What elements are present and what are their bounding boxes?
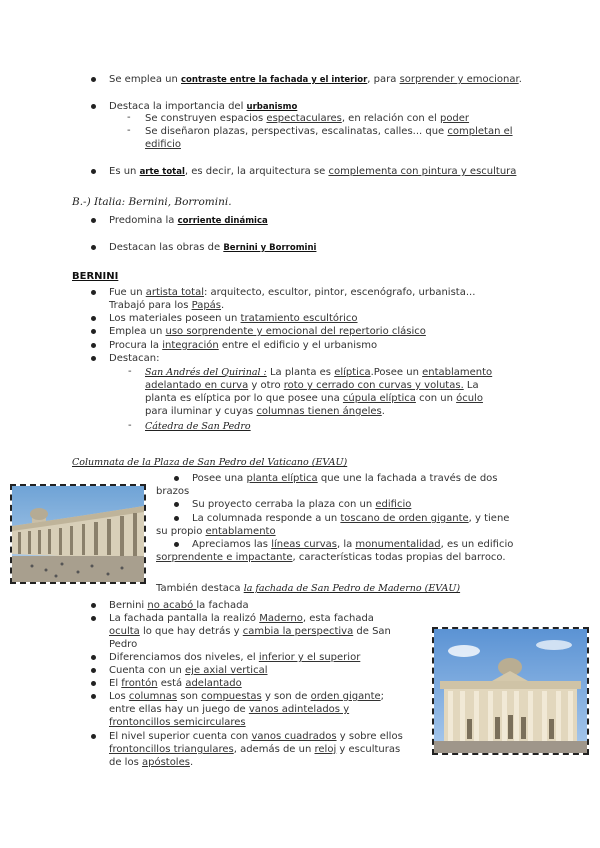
handwritten-title: San Andrés del Quirinal : [145,367,267,378]
underlined-text: compuestas [201,691,262,702]
text: El [109,678,122,689]
text: Posee una [192,473,247,484]
bullet-toscano [192,512,509,525]
text: , es decir, la arquitectura se [184,166,329,177]
bullet-nivel-superior [109,730,403,743]
underlined-text: frontoncillos semicirculares [109,717,246,728]
underlined-text: sorprender y emocionar [399,74,519,85]
underlined-text: no acabó [147,600,197,611]
underlined-text: entablamento [205,526,276,537]
text: , para [367,74,400,85]
text: Diferenciamos dos niveles, el [109,652,259,663]
underlined-text: completan el [447,126,513,137]
columnata-illustration [12,486,144,582]
underlined-text: cambia la perspectiva [242,626,354,637]
bullet-contraste [109,73,522,87]
underlined-text: espectaculares [266,113,342,124]
underlined-text: complementa con pintura y escultura [328,166,517,177]
underlined-text: Papás [191,300,222,311]
underlined-text: líneas curvas [271,539,337,550]
underlined-text: edificio [375,499,412,510]
text: , la [336,539,356,550]
text: brazos [156,486,190,497]
bullet-artista-total [109,286,475,299]
bullet-destacan [109,352,159,365]
underlined-text: columnas tienen ángeles [256,406,382,417]
text: La planta es [266,367,335,378]
dash-marker: - [127,125,131,136]
underlined-text: cúpula elíptica [342,393,416,404]
underlined-text: frontón [121,678,158,689]
bullet-fronton [109,677,242,690]
bullet-planta-eliptica [192,472,498,485]
photo-columnata [10,484,146,584]
bullet-corriente [109,214,268,228]
underlined-text: toscano de orden gigante [340,513,469,524]
text: y sobre ellos [336,731,403,742]
text: Su proyecto cerraba la plaza con un [192,499,376,510]
dash-marker: - [127,112,131,123]
text: y otro [248,380,284,391]
text: . [189,757,194,768]
text: . [221,300,225,311]
underlined-text: adelantado en curva [145,380,249,391]
bullet-obras [109,241,316,255]
text: , características todas propias del barroco. [292,552,506,563]
line-sorprendente [156,551,506,564]
underlined-text: integración [162,340,219,351]
text: , esta fachada [302,613,374,624]
text: Fue un [109,287,146,298]
text: ; [380,691,385,702]
underlined-text: roto y cerrado con curvas y volutas. [283,380,464,391]
handwritten-title: la fachada de San Pedro de Maderno (EVAU) [243,583,461,594]
text: su propio [156,526,206,537]
text: Emplea un [109,326,166,337]
bullet-niveles [109,651,360,664]
underlined-text: apóstoles [141,757,190,768]
text: Apreciamos las [192,539,272,550]
underlined-text: frontoncillos triangulares [109,744,234,755]
bullet-uso [109,325,426,338]
keyword: corriente dinámica [177,216,268,226]
underlined-text: edificio [145,139,181,150]
sub-plazas [145,125,513,138]
text: Destacan las obras de [109,242,224,253]
line-entablamento [156,525,276,538]
text: entre el edificio y el urbanismo [218,340,378,351]
text: Procura la [109,340,163,351]
text: para iluminar y cuyas [145,406,257,417]
underlined-text: reloj [314,744,337,755]
keyword: contraste entre la fachada y el interior [181,75,368,85]
text: Bernini [109,600,148,611]
underlined-text: adelantado [185,678,242,689]
underlined-text: orden gigante [310,691,381,702]
bullet-maderno [109,612,374,625]
fachada-illustration [434,629,587,753]
underlined-text: vanos cuadrados [251,731,337,742]
text: Se emplea un [109,74,182,85]
underlined-text: planta elíptica [246,473,318,484]
underlined-text: artista total [145,287,204,298]
text: entre ellas hay un juego de [109,704,249,715]
bullet-lineas-curvas [192,538,513,551]
item-san-andres [145,366,492,379]
photo-fachada-san-pedro [432,627,589,755]
text: Destaca la importancia del [109,101,247,112]
keyword: urbanismo [246,102,298,112]
text: Los materiales poseen un [109,313,241,324]
text: , además de un [233,744,315,755]
bullet-columnas [109,690,384,703]
text: Los [109,691,129,702]
text: : arquitecto, escultor, pintor, escenógrafo, urbanista... [203,287,476,298]
line-pedro [109,638,137,651]
keyword: arte total [139,167,185,177]
bullet-eje [109,664,268,677]
text: de los [109,757,142,768]
line-triangulares [109,743,400,756]
underlined-text: inferior y el superior [258,652,361,663]
underlined-text: vanos adintelados y [248,704,350,715]
underlined-text: entablamento [422,367,493,378]
text: El nivel superior cuenta con [109,731,252,742]
text: . [518,74,522,85]
text: Se diseñaron plazas, perspectivas, escalinatas, calles... que [145,126,448,137]
line-apostoles [109,756,193,769]
text: , es un edificio [440,539,514,550]
underlined-text: elíptica [334,367,371,378]
text: La fachada pantalla la realizó [109,613,260,624]
underlined-text: poder [439,113,470,124]
bullet-no-acabo [109,599,249,612]
text: que une la fachada a través de dos [317,473,498,484]
text: Pedro [109,639,138,650]
text: Se construyen espacios [145,113,267,124]
item-san-andres-2 [145,379,479,392]
underlined-text: óculo [456,393,483,404]
text: son [177,691,202,702]
text: lo que hay detrás y [139,626,243,637]
text: . [381,406,385,417]
text: Cuenta con un [109,665,186,676]
text: la fachada [196,600,249,611]
underlined-text: sorprendente e impactante [156,552,293,563]
text: , y tiene [468,513,510,524]
underlined-text: uso sorprendente y emocional del repertorio clásico [165,326,426,337]
text: Predomina la [109,215,178,226]
line-brazos [156,485,189,498]
text: La [463,380,479,391]
bullet-arte-total [109,165,516,179]
text: , en relación con el [341,113,440,124]
text: .Posee un [370,367,423,378]
dash-marker: - [128,420,132,431]
text: La columnada responde a un [192,513,341,524]
keyword: Bernini y Borromini [223,243,317,253]
underlined-text: tratamiento escultórico [240,313,358,324]
line-oculta [109,625,391,638]
heading-fachada [156,582,460,595]
sub-espectaculares [145,112,469,125]
text: está [157,678,186,689]
underlined-text: monumentalidad [355,539,441,550]
text: con un [415,393,457,404]
line-papas [109,299,224,312]
text: y esculturas [336,744,401,755]
underlined-text: eje axial vertical [185,665,268,676]
heading-italia: B.-) Italia: Bernini, Borromini. [72,196,232,208]
text: Es un [109,166,140,177]
text: Trabajó para los [109,300,192,311]
text: También destaca [156,583,244,594]
heading-bernini: BERNINI [72,271,119,282]
item-catedra: Cátedra de San Pedro [145,421,251,432]
text: Destacan: [109,353,160,364]
underlined-text: Maderno [259,613,303,624]
bullet-integracion [109,339,377,352]
text: planta es elíptica por lo que posee una [145,393,343,404]
dash-marker: - [128,366,132,377]
line-frontoncillos [109,716,246,729]
bullet-materiales [109,312,358,325]
item-san-andres-4 [145,405,385,418]
bullet-proyecto [192,498,411,511]
text: y son de [261,691,311,702]
underlined-text: columnas [128,691,178,702]
text: de San [353,626,391,637]
line-vanos [109,703,349,716]
underlined-text: oculta [109,626,140,637]
item-san-andres-3 [145,392,483,405]
heading-columnata: Columnata de la Plaza de San Pedro del Vaticano (EVAU) [72,457,348,468]
sub-plazas-cont [145,138,181,151]
